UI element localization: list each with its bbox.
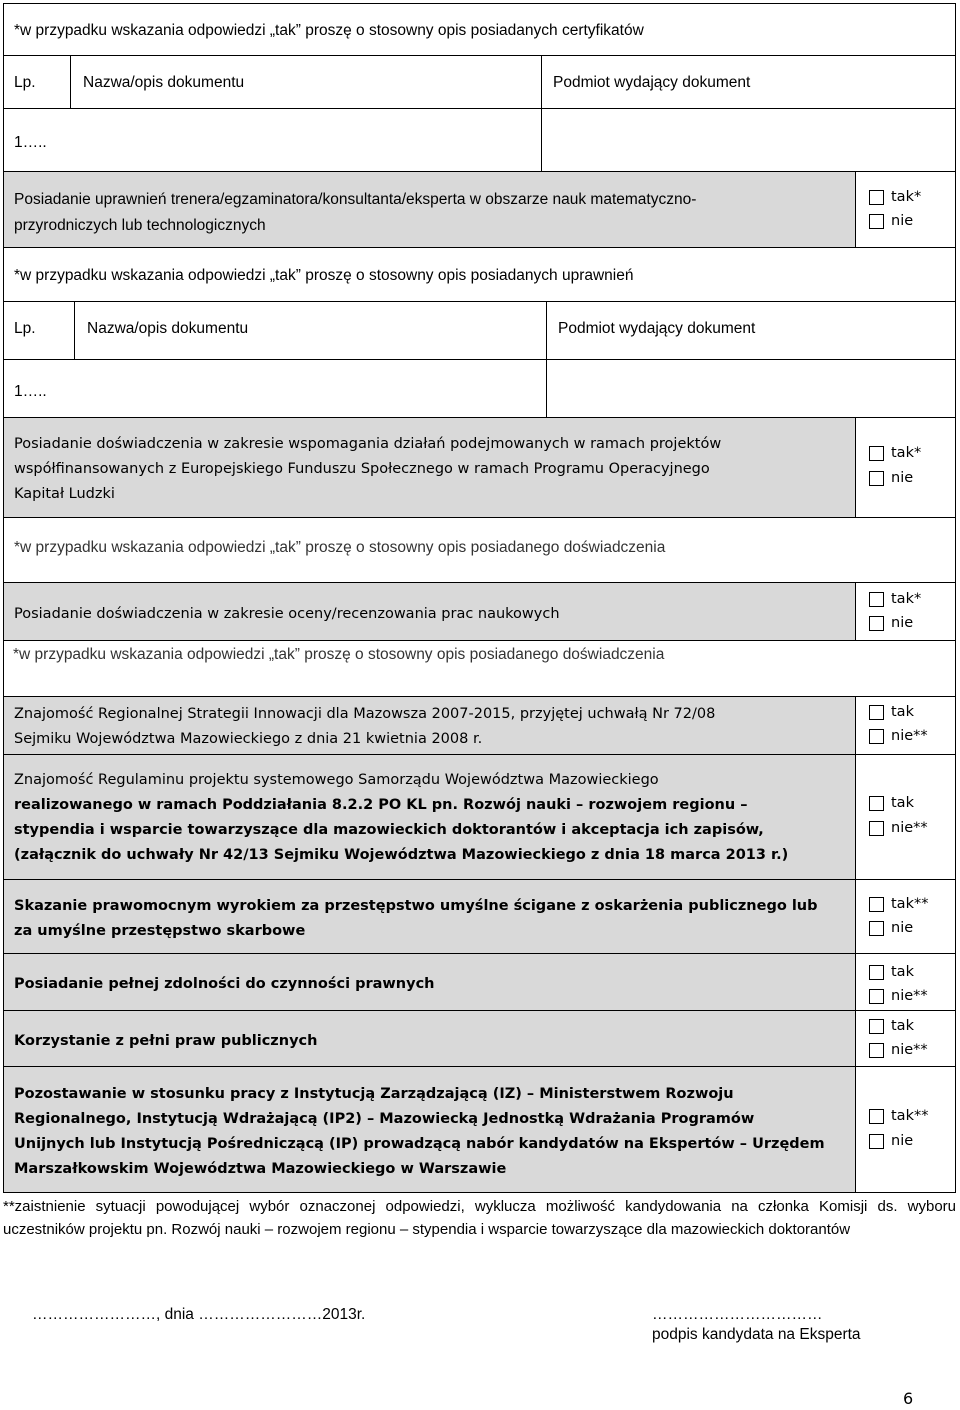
option-tak[interactable]: tak	[869, 793, 914, 813]
option-tak[interactable]: tak*	[869, 443, 921, 463]
option-tak[interactable]: tak*	[869, 589, 921, 609]
checkbox[interactable]	[869, 1109, 884, 1124]
table-header-lp: Lp.	[14, 74, 36, 91]
question-regulations	[3, 754, 856, 880]
checkbox[interactable]	[869, 616, 884, 631]
question-review-experience	[3, 582, 856, 641]
question-text: (załącznik do uchwały Nr 42/13 Sejmiku Województwa Mazowieckiego z dnia 18 marca 2013 r.)	[14, 847, 789, 863]
checkbox[interactable]	[869, 705, 884, 720]
answer-cell-employment	[855, 1066, 956, 1193]
question-innovation-strategy	[3, 696, 856, 755]
option-nie[interactable]: nie	[869, 918, 913, 938]
question-public-rights	[3, 1010, 856, 1067]
question-text: Posiadanie pełnej zdolności do czynności prawnych	[14, 976, 435, 992]
answer-cell-conviction	[855, 879, 956, 954]
question-text: Marszałkowskim Województwa Mazowieckiego w Warszawie	[14, 1161, 507, 1177]
question-text: Sejmiku Województwa Mazowieckiego z dnia 21 kwietnia 2008 r.	[14, 731, 483, 747]
answer-cell-regulations	[855, 754, 956, 880]
checkbox[interactable]	[869, 897, 884, 912]
table-header-name: Nazwa/opis dokumentu	[83, 74, 245, 91]
question-conviction	[3, 879, 856, 954]
question-text: stypendia i wsparcie towarzyszące dla mazowieckich doktorantów i akceptacja ich zapisów,	[14, 822, 764, 838]
answer-cell-qualifications	[855, 171, 956, 248]
option-tak[interactable]: tak	[869, 702, 914, 722]
checkbox[interactable]	[869, 1043, 884, 1058]
question-qualifications	[3, 171, 856, 248]
checkbox[interactable]	[869, 471, 884, 486]
question-text: Pozostawanie w stosunku pracy z Instytucją Zarządzającą (IZ) – Ministerstwem Rozwoju	[14, 1086, 734, 1102]
cert-note: *w przypadku wskazania odpowiedzi „tak” proszę o stosowny opis posiadanych certyfikatów	[14, 22, 644, 39]
qualifications-note-box	[3, 247, 956, 302]
signature-line: ……………………………	[652, 1306, 823, 1323]
option-tak[interactable]: tak	[869, 1016, 914, 1036]
checkbox[interactable]	[869, 796, 884, 811]
checkbox[interactable]	[869, 965, 884, 980]
question-text: Regionalnego, Instytucją Wdrażającą (IP2) – Mazowiecką Jednostką Wdrażania Programów	[14, 1111, 755, 1127]
efs-note-box	[3, 517, 956, 583]
checkbox[interactable]	[869, 214, 884, 229]
option-tak[interactable]: tak	[869, 962, 914, 982]
checkbox[interactable]	[869, 821, 884, 836]
question-efs-experience	[3, 417, 856, 518]
checkbox[interactable]	[869, 592, 884, 607]
question-employment	[3, 1066, 856, 1193]
option-nie[interactable]: nie	[869, 613, 913, 633]
option-nie[interactable]: nie**	[869, 726, 928, 746]
question-text: Korzystanie z pełni praw publicznych	[14, 1033, 318, 1049]
checkbox[interactable]	[869, 1019, 884, 1034]
option-nie[interactable]: nie	[869, 1131, 913, 1151]
signature-label: podpis kandydata na Eksperta	[652, 1326, 861, 1343]
question-text: Unijnych lub Instytucją Pośredniczącą (IP) prowadzącą nabór kandydatów na Ekspertów – Urzędem	[14, 1136, 825, 1152]
checkbox[interactable]	[869, 1134, 884, 1149]
table-row-number: 1…..	[14, 383, 47, 400]
table-header-lp: Lp.	[14, 320, 36, 337]
table-row-number: 1…..	[14, 134, 47, 151]
checkbox[interactable]	[869, 190, 884, 205]
documents-table-1	[3, 55, 956, 172]
question-legal-capacity	[3, 953, 856, 1011]
cert-note-box	[3, 3, 956, 56]
page-number: 6	[903, 1389, 914, 1408]
qualifications-note: *w przypadku wskazania odpowiedzi „tak” proszę o stosowny opis posiadanych uprawnień	[14, 267, 634, 284]
question-text: Skazanie prawomocnym wyrokiem za przestępstwo umyślne ścigane z oskarżenia publicznego lub	[14, 898, 818, 914]
option-nie[interactable]: nie**	[869, 986, 928, 1006]
documents-table-2	[3, 301, 956, 418]
question-text: Posiadanie doświadczenia w zakresie wspomagania działań podejmowanych w ramach projektów	[14, 436, 722, 452]
footnote: **zaistnienie sytuacji powodującej wybór oznaczonej odpowiedzi, wyklucza możliwość kandydowania na członka Komisji ds. wyboru uczestników projektu pn. Rozwój nauki – rozwojem regionu – stypendia i wsparcie towarzyszące dla mazowieckich doktorantów	[3, 1198, 956, 1238]
option-tak[interactable]: tak*	[869, 187, 921, 207]
efs-note: *w przypadku wskazania odpowiedzi „tak” proszę o stosowny opis posiadanego doświadczenia	[14, 539, 666, 556]
option-nie[interactable]: nie**	[869, 1040, 928, 1060]
table-header-issuer: Podmiot wydający dokument	[558, 320, 756, 337]
question-text: Znajomość Regionalnej Strategii Innowacji dla Mazowsza 2007-2015, przyjętej uchwałą Nr 72/08	[14, 706, 716, 722]
checkbox[interactable]	[869, 729, 884, 744]
option-tak[interactable]: tak**	[869, 894, 928, 914]
table-header-name: Nazwa/opis dokumentu	[87, 320, 249, 337]
question-text: przyrodniczych lub technologicznych	[14, 217, 266, 234]
checkbox[interactable]	[869, 446, 884, 461]
question-text: realizowanego w ramach Poddziałania 8.2.2 PO KL pn. Rozwój nauki – rozwojem regionu –	[14, 797, 748, 813]
question-text: Kapitał Ludzki	[14, 486, 115, 502]
table-header-issuer: Podmiot wydający dokument	[553, 74, 751, 91]
review-note: *w przypadku wskazania odpowiedzi „tak” proszę o stosowny opis posiadanego doświadczenia	[13, 646, 665, 663]
checkbox[interactable]	[869, 989, 884, 1004]
question-text: Posiadanie doświadczenia w zakresie oceny/recenzowania prac naukowych	[14, 606, 560, 622]
question-text: za umyślne przestępstwo skarbowe	[14, 923, 306, 939]
option-nie[interactable]: nie**	[869, 818, 928, 838]
question-text: Znajomość Regulaminu projektu systemowego Samorządu Województwa Mazowieckiego	[14, 772, 659, 788]
checkbox[interactable]	[869, 921, 884, 936]
option-nie[interactable]: nie	[869, 468, 913, 488]
option-tak[interactable]: tak**	[869, 1106, 928, 1126]
option-nie[interactable]: nie	[869, 211, 913, 231]
question-text: współfinansowanych z Europejskiego Funduszu Społecznego w ramach Programu Operacyjnego	[14, 461, 710, 477]
place-and-date: ……………………, dnia ……………………2013r.	[32, 1306, 366, 1323]
question-text: Posiadanie uprawnień trenera/egzaminatora/konsultanta/eksperta w obszarze nauk matematyczno-	[14, 191, 697, 208]
